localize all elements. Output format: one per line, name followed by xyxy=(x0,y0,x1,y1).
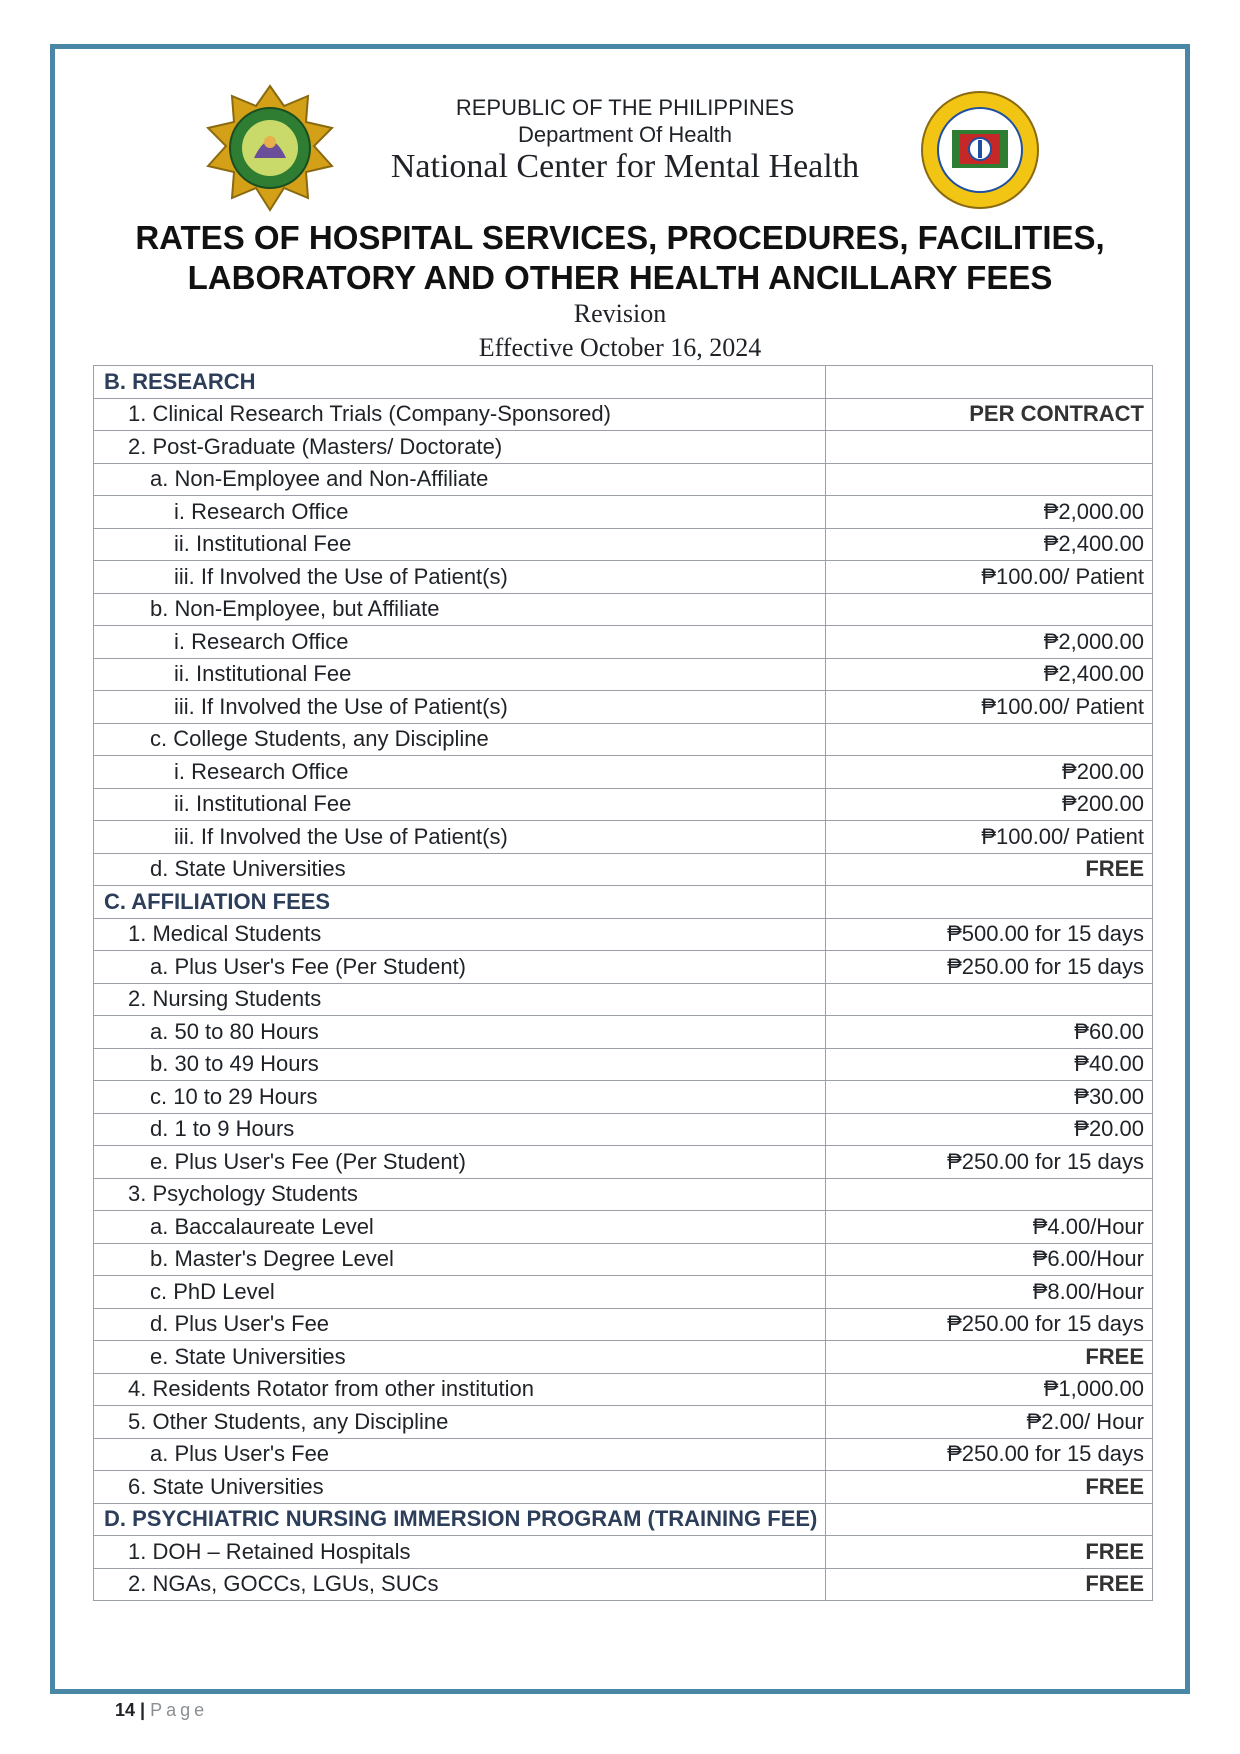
table-row xyxy=(94,496,1153,529)
row-value xyxy=(826,886,1153,919)
row-value xyxy=(826,463,1153,496)
row-value: ₱250.00 for 15 days xyxy=(826,1438,1153,1471)
table-row xyxy=(94,788,1153,821)
row-value: ₱100.00/ Patient xyxy=(826,691,1153,724)
row-value: ₱6.00/Hour xyxy=(826,1243,1153,1276)
row-label: e. State Universities xyxy=(94,1341,826,1374)
table-row xyxy=(94,1536,1153,1569)
table-row xyxy=(94,1308,1153,1341)
row-label: C. AFFILIATION FEES xyxy=(94,886,826,919)
row-value: FREE xyxy=(826,853,1153,886)
table-row xyxy=(94,983,1153,1016)
table-row xyxy=(94,658,1153,691)
row-value: ₱100.00/ Patient xyxy=(826,561,1153,594)
row-value xyxy=(826,366,1153,399)
table-row xyxy=(94,1568,1153,1601)
title-line-1: RATES OF HOSPITAL SERVICES, PROCEDURES, FACILITIES, xyxy=(135,219,1105,256)
row-value: ₱100.00/ Patient xyxy=(826,821,1153,854)
table-row xyxy=(94,723,1153,756)
page-word: Page xyxy=(150,1700,209,1720)
row-label: a. Plus User's Fee xyxy=(94,1438,826,1471)
row-label: 3. Psychology Students xyxy=(94,1178,826,1211)
row-value xyxy=(826,983,1153,1016)
row-value: ₱500.00 for 15 days xyxy=(826,918,1153,951)
header-institution: National Center for Mental Health xyxy=(390,148,860,185)
table-row xyxy=(94,1438,1153,1471)
row-value: ₱8.00/Hour xyxy=(826,1276,1153,1309)
table-row xyxy=(94,1211,1153,1244)
row-label: ii. Institutional Fee xyxy=(94,788,826,821)
row-value: ₱60.00 xyxy=(826,1016,1153,1049)
row-label: D. PSYCHIATRIC NURSING IMMERSION PROGRAM (TRAINING FEE) xyxy=(94,1503,826,1536)
row-label: b. Non-Employee, but Affiliate xyxy=(94,593,826,626)
table-row xyxy=(94,626,1153,659)
row-value: ₱2.00/ Hour xyxy=(826,1406,1153,1439)
row-value: ₱4.00/Hour xyxy=(826,1211,1153,1244)
table-row xyxy=(94,1406,1153,1439)
row-value: FREE xyxy=(826,1471,1153,1504)
table-row xyxy=(94,886,1153,919)
table-row xyxy=(94,366,1153,399)
row-value: ₱40.00 xyxy=(826,1048,1153,1081)
row-value: ₱1,000.00 xyxy=(826,1373,1153,1406)
row-value xyxy=(826,723,1153,756)
table-row xyxy=(94,918,1153,951)
row-label: B. RESEARCH xyxy=(94,366,826,399)
row-value xyxy=(826,1178,1153,1211)
row-label: 6. State Universities xyxy=(94,1471,826,1504)
row-label: d. State Universities xyxy=(94,853,826,886)
header-department: Department Of Health xyxy=(518,122,732,147)
row-label: c. 10 to 29 Hours xyxy=(94,1081,826,1114)
table-row xyxy=(94,821,1153,854)
row-label: 1. Medical Students xyxy=(94,918,826,951)
row-label: a. Non-Employee and Non-Affiliate xyxy=(94,463,826,496)
title-line-2: LABORATORY AND OTHER HEALTH ANCILLARY FEES xyxy=(187,259,1053,296)
table-row xyxy=(94,1081,1153,1114)
row-label: ii. Institutional Fee xyxy=(94,658,826,691)
table-row xyxy=(94,398,1153,431)
effective-date: Effective October 16, 2024 xyxy=(478,333,762,362)
table-row xyxy=(94,1503,1153,1536)
row-label: 1. Clinical Research Trials (Company-Sponsored) xyxy=(94,398,826,431)
table-row xyxy=(94,1146,1153,1179)
row-label: b. 30 to 49 Hours xyxy=(94,1048,826,1081)
row-value: ₱30.00 xyxy=(826,1081,1153,1114)
revision-label: Revision xyxy=(573,299,667,328)
header-republic: REPUBLIC OF THE PHILIPPINES xyxy=(455,95,795,120)
table-row xyxy=(94,1276,1153,1309)
row-value: FREE xyxy=(826,1341,1153,1374)
table-row xyxy=(94,593,1153,626)
row-value: ₱250.00 for 15 days xyxy=(826,1308,1153,1341)
row-label: a. Baccalaureate Level xyxy=(94,1211,826,1244)
row-value xyxy=(826,431,1153,464)
row-value: ₱2,000.00 xyxy=(826,496,1153,529)
row-label: e. Plus User's Fee (Per Student) xyxy=(94,1146,826,1179)
row-label: d. Plus User's Fee xyxy=(94,1308,826,1341)
page-separator: | xyxy=(140,1700,146,1720)
table-row xyxy=(94,1113,1153,1146)
table-row xyxy=(94,561,1153,594)
page-footer xyxy=(115,1700,208,1721)
row-label: iii. If Involved the Use of Patient(s) xyxy=(94,561,826,594)
table-row xyxy=(94,951,1153,984)
ncmh-seal-logo xyxy=(200,84,340,214)
row-label: 2. Post-Graduate (Masters/ Doctorate) xyxy=(94,431,826,464)
row-label: 5. Other Students, any Discipline xyxy=(94,1406,826,1439)
table-row xyxy=(94,1373,1153,1406)
row-value xyxy=(826,1503,1153,1536)
row-value: FREE xyxy=(826,1536,1153,1569)
row-label: iii. If Involved the Use of Patient(s) xyxy=(94,821,826,854)
row-label: 2. NGAs, GOCCs, LGUs, SUCs xyxy=(94,1568,826,1601)
rates-table xyxy=(93,365,1153,1601)
row-value: ₱250.00 for 15 days xyxy=(826,951,1153,984)
row-label: iii. If Involved the Use of Patient(s) xyxy=(94,691,826,724)
row-value: ₱250.00 for 15 days xyxy=(826,1146,1153,1179)
row-label: c. PhD Level xyxy=(94,1276,826,1309)
table-row xyxy=(94,1178,1153,1211)
table-row xyxy=(94,431,1153,464)
row-label: 1. DOH – Retained Hospitals xyxy=(94,1536,826,1569)
row-value: ₱2,000.00 xyxy=(826,626,1153,659)
row-value: ₱200.00 xyxy=(826,788,1153,821)
doh-seal-logo xyxy=(912,88,1048,212)
row-label: 2. Nursing Students xyxy=(94,983,826,1016)
row-value: ₱2,400.00 xyxy=(826,658,1153,691)
row-label: c. College Students, any Discipline xyxy=(94,723,826,756)
table-row xyxy=(94,691,1153,724)
row-value: PER CONTRACT xyxy=(826,398,1153,431)
table-row xyxy=(94,1341,1153,1374)
table-row xyxy=(94,1243,1153,1276)
row-label: i. Research Office xyxy=(94,756,826,789)
row-label: 4. Residents Rotator from other institution xyxy=(94,1373,826,1406)
row-label: ii. Institutional Fee xyxy=(94,528,826,561)
page-number: 14 xyxy=(115,1700,136,1720)
table-row xyxy=(94,853,1153,886)
row-label: i. Research Office xyxy=(94,626,826,659)
row-label: a. Plus User's Fee (Per Student) xyxy=(94,951,826,984)
table-row xyxy=(94,756,1153,789)
row-value: ₱20.00 xyxy=(826,1113,1153,1146)
row-label: b. Master's Degree Level xyxy=(94,1243,826,1276)
row-label: d. 1 to 9 Hours xyxy=(94,1113,826,1146)
row-value: FREE xyxy=(826,1568,1153,1601)
row-value xyxy=(826,593,1153,626)
table-row xyxy=(94,1048,1153,1081)
row-label: a. 50 to 80 Hours xyxy=(94,1016,826,1049)
table-row xyxy=(94,528,1153,561)
table-row xyxy=(94,1471,1153,1504)
table-row xyxy=(94,1016,1153,1049)
document-title xyxy=(0,218,1240,298)
row-value: ₱200.00 xyxy=(826,756,1153,789)
table-row xyxy=(94,463,1153,496)
row-label: i. Research Office xyxy=(94,496,826,529)
row-value: ₱2,400.00 xyxy=(826,528,1153,561)
